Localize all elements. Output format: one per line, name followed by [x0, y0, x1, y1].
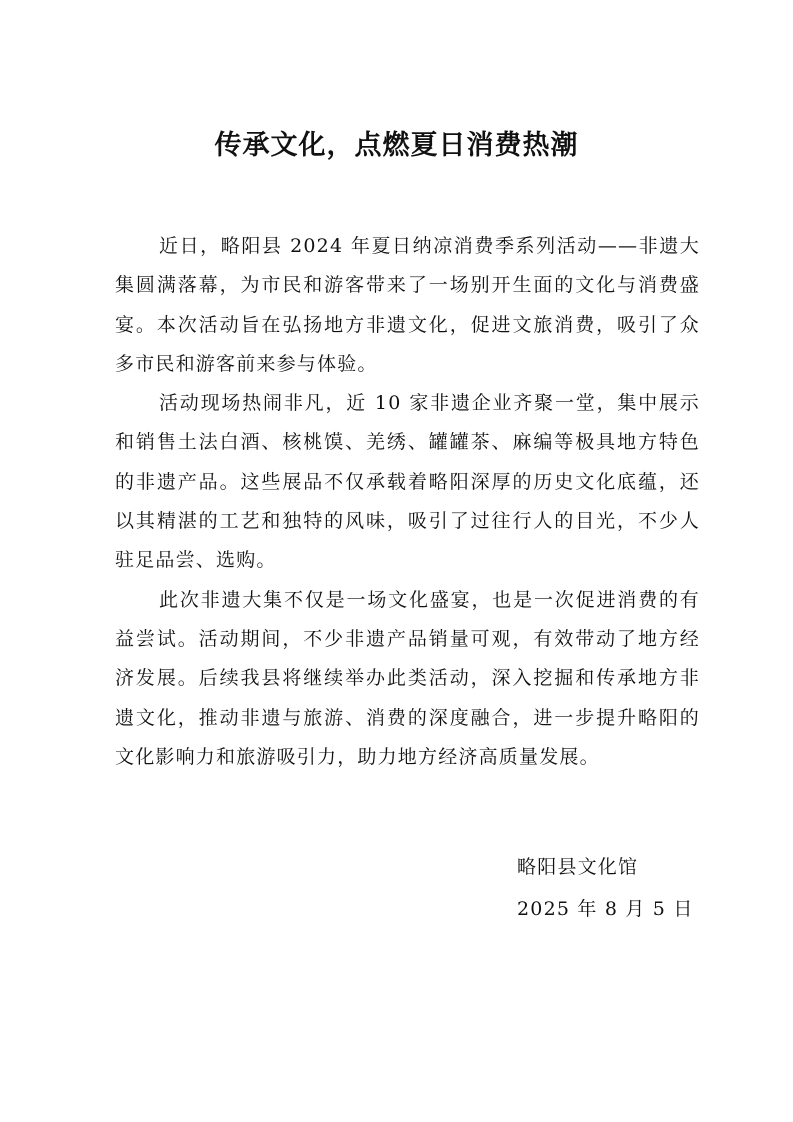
- document-body: [115, 227, 700, 777]
- paragraph-3: 此次非遗大集不仅是一场文化盛宴，也是一次促进消费的有益尝试。活动期间，不少非遗产品销量可观，有效带动了地方经济发展。后续我县将继续举办此类活动，深入挖掘和传承地方非遗文化，推动非遗与旅游、消费的深度融合，进一步提升略阳的文化影响力和旅游吸引力，助力地方经济高质量发展。: [115, 588, 700, 768]
- paragraph-1: 近日，略阳县 2024 年夏日纳凉消费季系列活动——非遗大集圆满落幕，为市民和游客带来了一场别开生面的文化与消费盛宴。本次活动旨在弘扬地方非遗文化，促进文旅消费，吸引了众多市民和游客前来参与体验。: [115, 235, 700, 375]
- document-title: 传承文化，点燃夏日消费热潮: [214, 130, 579, 161]
- signature-block: [517, 846, 694, 930]
- signature-organization: 略阳县文化馆: [517, 856, 639, 878]
- signature-date: 2025 年 8 月 5 日: [517, 898, 694, 920]
- paragraph-2: 活动现场热闹非凡，近 10 家非遗企业齐聚一堂，集中展示和销售土法白酒、核桃馍、羌绣、罐罐茶、麻编等极具地方特色的非遗产品。这些展品不仅承载着略阳深厚的历史文化底蕴，还以其精湛的工艺和独特的风味，吸引了过往行人的目光，不少人驻足品尝、选购。: [115, 392, 700, 572]
